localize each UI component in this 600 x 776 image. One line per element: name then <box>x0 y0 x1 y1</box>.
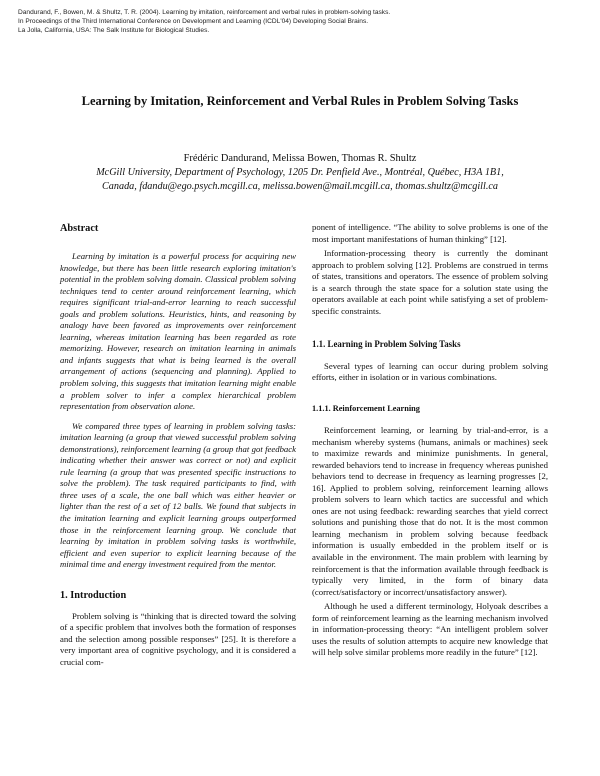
author-list: Frédéric Dandurand, Melissa Bowen, Thomas R. Shultz <box>183 153 417 164</box>
affiliation-line: McGill University, Department of Psychology, 1205 Dr. Penfield Ave., Montréal, Québec, H3A 1B1, <box>96 167 504 178</box>
affiliation-line: Canada, fdandu@ego.psych.mcgill.ca, melissa.bowen@mail.mcgill.ca, thomas.shultz@mcgill.ca <box>102 180 498 192</box>
body-paragraph: Reinforcement learning, or learning by trial-and-error, is a mechanism whereby systems (humans, animals or machines) seek to maximize rewards and minimize punishments. In general, rewarded behaviors tend to increase in frequency whereas punished behaviors tend to decrease in frequency as learning progresses [2, 16]. Applied to problem solving, reinforcement learning allows problem solvers to learn which tactics are successful and which ones are not using feedback: rewarding searches that yield correct solutions and punishing those that do not. It is the most common learning mechanism in problem solving because feedback information is usually embedded in the problem itself or is available in the environment. The main problem with learning by reinforcement is that the information available through feedback is typically very limited, in the form of binary data (correct/satisfactory or incorrect/unsatisfactory answer). <box>312 424 548 597</box>
abstract-paragraph: Learning by imitation is a powerful process for acquiring new knowledge, but there has been little research exploring imitation's potential in the problem solving domain. Classical problem solving techniques tend to center around reinforcement learning, which requires significant trial-and-error learning to reach successful goals and problem solutions. Heuristics, hints, and reasoning by analogy have been favored as improvements over reinforcement learning, whereas imitation learning has been regarded as rote memorizing. However, research on imitation learning in animals and infants suggests that what is being learned is the overall arrangement of actions (sequencing and planning). Applied to problem solving, this suggests that imitation learning might enable a problem solver to infer a complex hierarchical problem representation from observation alone. <box>60 251 296 412</box>
abstract-paragraph: We compared three types of learning in problem solving tasks: imitation learning (a group that viewed successful problem solving demonstrations), reinforcement learning (a group that got feedback indicating whether their answer was correct or not) and explicit rule learning (a group that was presented specific instructions to solve the problem). The task required participants to find, with three uses of a scale, the one ball which was either heavier or lighter than the rest of a set of 12 balls. We found that subjects in the imitation learning and explicit learning groups outperformed those in the reinforcement learning group. We conclude that learning by imitation in problem solving tasks is worthwhile, efficient and even superior to explicit learning because of the minimal time and energy investment required from the mentor. <box>60 420 296 570</box>
citation-line: Dandurand, F., Bowen, M. & Shultz, T. R. (2004). Learning by imitation, reinforcement and verbal rules in problem-solving tasks. <box>18 9 391 16</box>
body-paragraph: Information-processing theory is currently the dominant approach to problem solving [12]. Problems are construed in terms of states, transitions and operators. The essence of problem solving is a search through the state space for a solution state using the operators available at each point while satisfying a set of problem-specific constraints. <box>312 248 548 316</box>
citation-line: In Proceedings of the Third International Conference on Development and Learning (ICDL'04) Developing Social Brains. <box>18 18 369 25</box>
left-column <box>60 222 296 669</box>
body-paragraph: Although he used a different terminology, Holyoak describes a form of reinforcement learning as the learning mechanism involved in information-processing theory: “An intelligent problem solver uses the results of solution attempts to acquire new knowledge that will help solve similar problems more readily in the future” [12]. <box>312 601 548 658</box>
paper-title: Learning by Imitation, Reinforcement and Verbal Rules in Problem Solving Tasks <box>81 94 519 108</box>
subsection-heading-reinforcement: 1.1.1. Reinforcement Learning <box>312 403 420 413</box>
affiliation <box>30 166 570 193</box>
body-paragraph: Problem solving is “thinking that is directed toward the solving of a specific problem that involves both the formation of responses and the selection among possible responses” [25]. It is therefore a very important area of cognitive psychology, and it is considered a crucial com- <box>60 610 296 667</box>
section-heading-learning: 1.1. Learning in Problem Solving Tasks <box>312 339 461 350</box>
abstract-heading: Abstract <box>60 223 99 234</box>
citation-header <box>18 8 578 35</box>
body-paragraph: ponent of intelligence. “The ability to solve problems is one of the most important manifestations of human thinking” [12]. <box>312 222 548 244</box>
section-heading-introduction: 1. Introduction <box>60 589 127 601</box>
body-paragraph: Several types of learning can occur during problem solving efforts, either in isolation or in various combinations. <box>312 360 548 383</box>
right-column <box>312 222 548 659</box>
abstract-section <box>60 222 296 571</box>
citation-line: La Jolla, California, USA: The Salk Institute for Biological Studies. <box>18 27 210 34</box>
